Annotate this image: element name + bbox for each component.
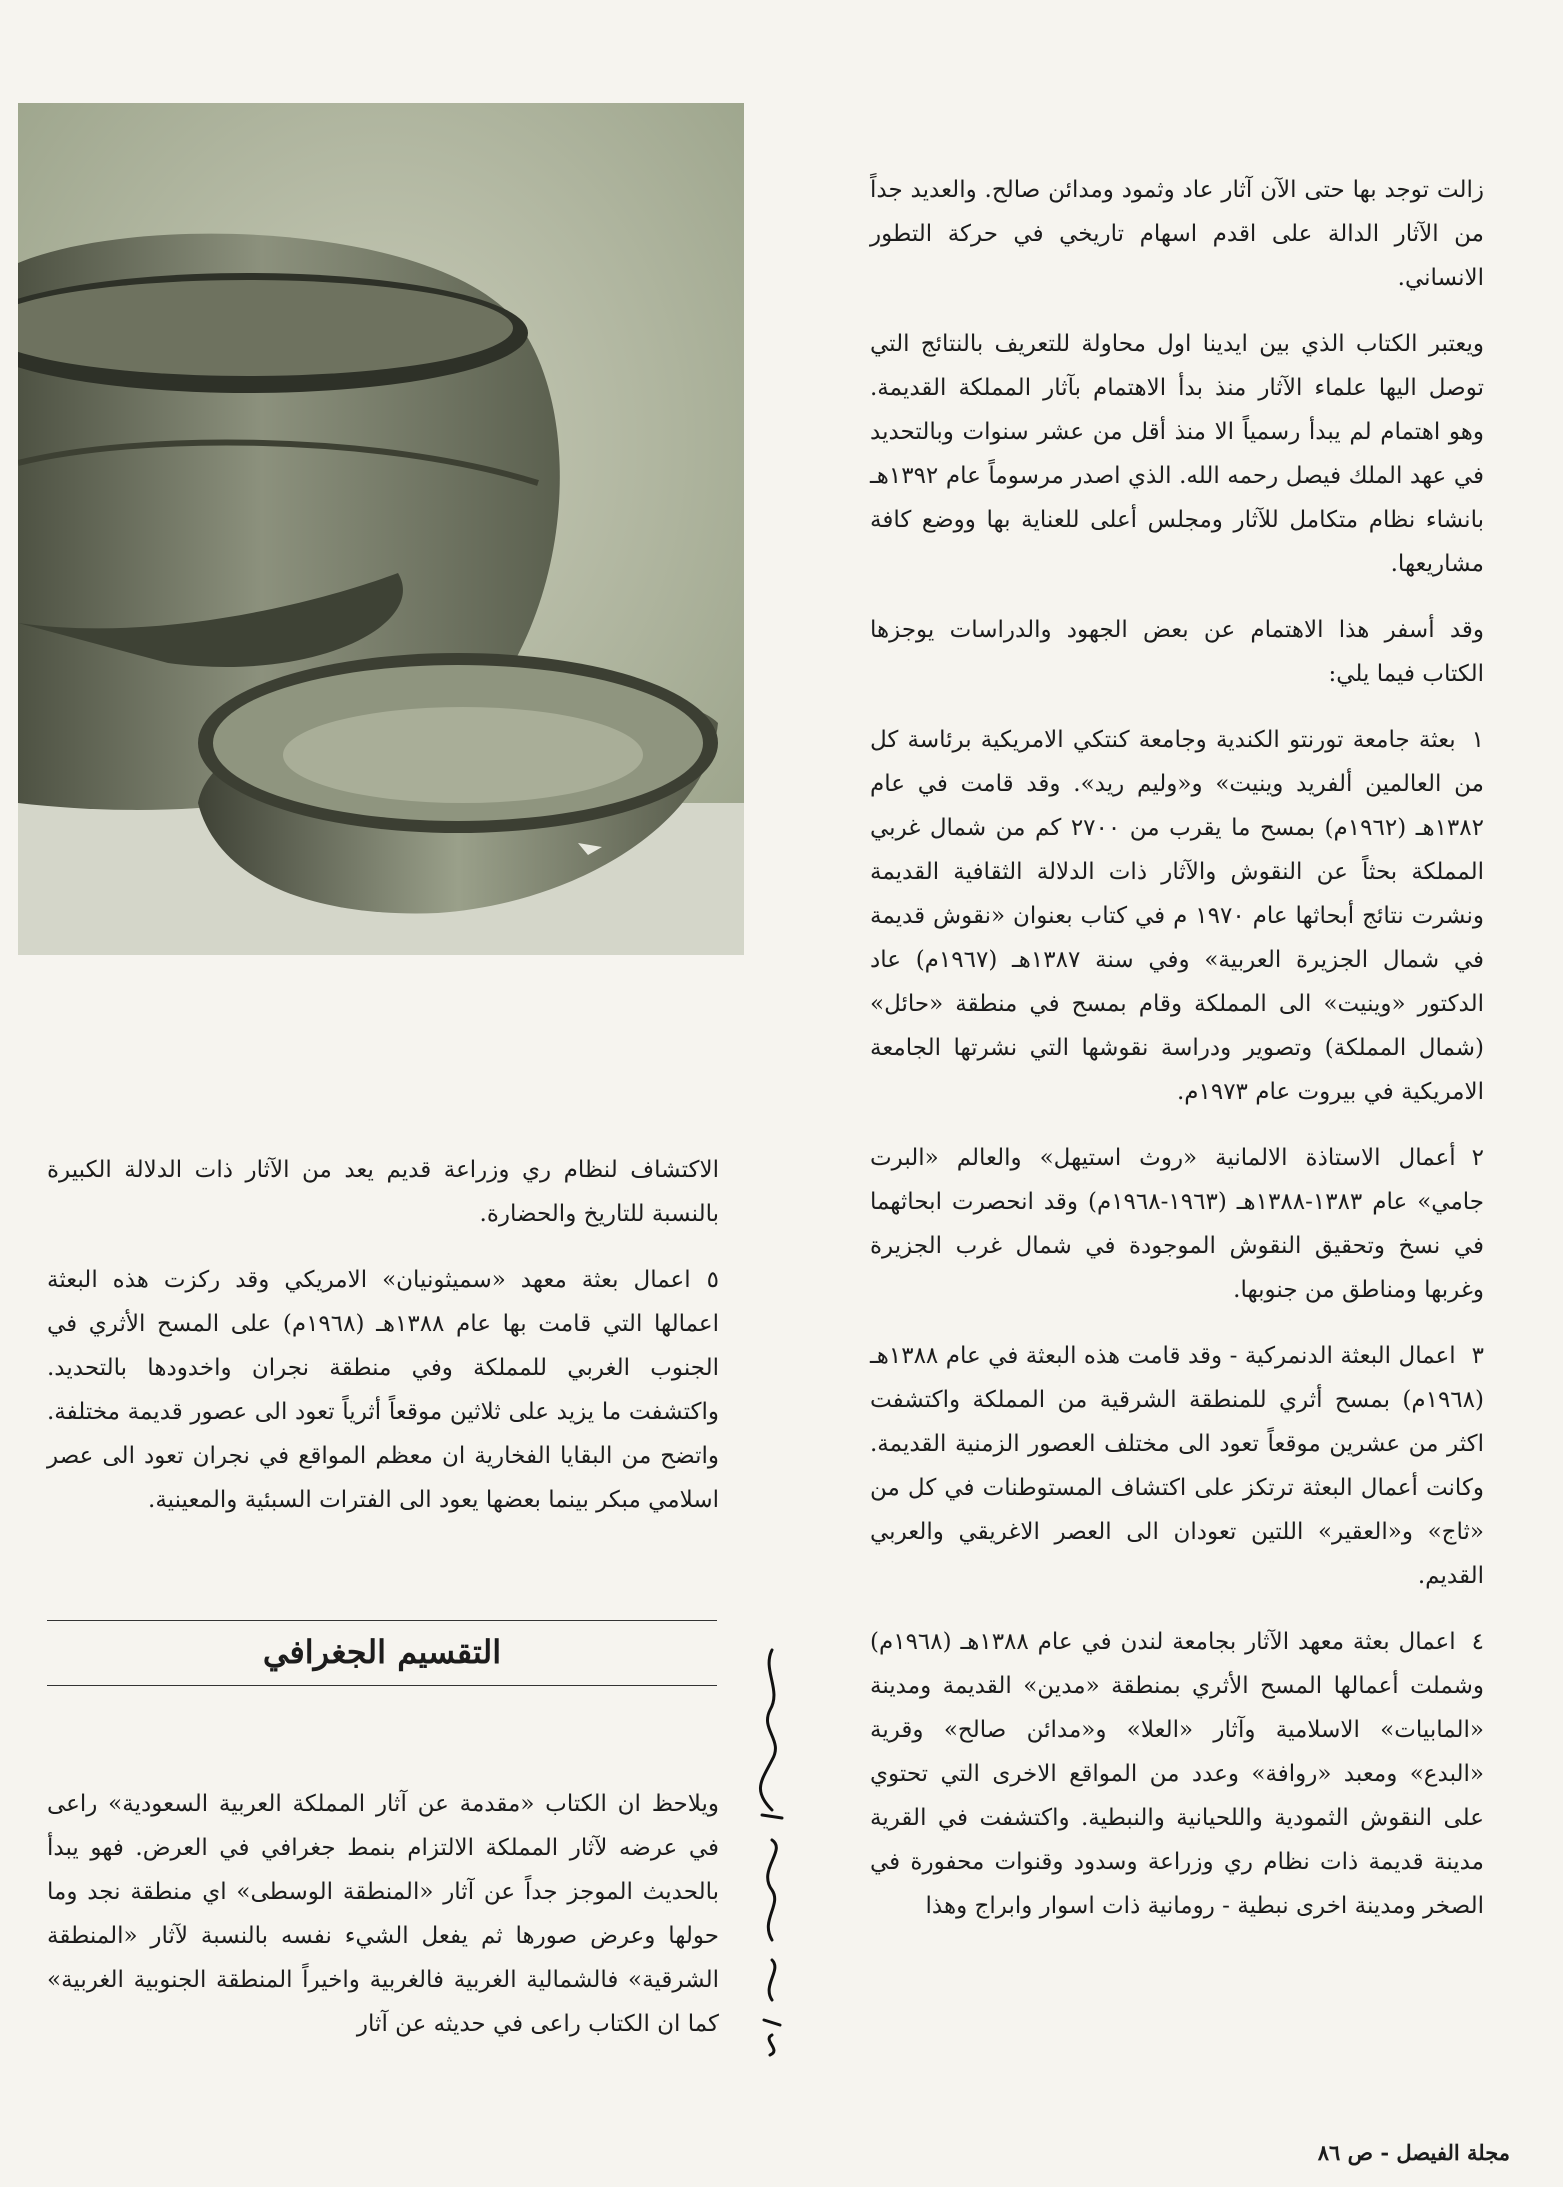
right-column — [870, 168, 1484, 1950]
list-text: اعمال بعثة معهد «سميثونيان» الامريكي وقد ركزت هذه البعثة اعمالها التي قامت بها عام ١٣٨٨هـ (١٩٦٨م) على المسح الأثري في الجنوب الغربي للمملكة وفي منطقة نجران واخدودها بالتحديد. واكتشفت ما يزيد على ثلاثين موقعاً أثرياً تعود الى عصور قديمة مختلفة. واتضح من البقايا الفخارية ان معظم المواقع في نجران تعود الى عصر اسلامي مبكر بينما بعضها يعود الى الفترات السبئية والمعينية. — [47, 1267, 719, 1513]
list-number: ١ — [1471, 727, 1484, 753]
list-text: أعمال الاستاذة الالمانية «روث استيهل» والعالم «البرت جامي» عام ١٣٨٣-١٣٨٨هـ (١٩٦٣-١٩٦٨م) وقد انحصرت ابحاثهما في نسخ وتحقيق النقوش الموجودة في شمال غرب الجزيرة وغربها ومناطق من جنوبها. — [870, 1145, 1484, 1303]
page-footer: مجلة الفيصل - ص ٨٦ — [1317, 2140, 1510, 2165]
paragraph: ويعتبر الكتاب الذي بين ايدينا اول محاولة للتعريف بالنتائج التي توصل اليها علماء الآثار منذ بدأ الاهتمام بآثار المملكة القديمة. وهو اهتمام لم يبدأ رسمياً الا منذ أقل من عشر سنوات وبالتحديد في عهد الملك فيصل رحمه الله. الذي اصدر مرسوماً عام ١٣٩٢هـ بانشاء نظام متكامل للآثار ومجلس أعلى للعناية بها ووضع كافة مشاريعها. — [870, 331, 1484, 577]
section-heading: التقسيم الجغرافي — [47, 1620, 717, 1686]
list-item — [870, 1334, 1484, 1598]
pottery-vessels-photo-icon — [18, 103, 744, 955]
list-text: اعمال البعثة الدنمركية - وقد قامت هذه البعثة في عام ١٣٨٨هـ (١٩٦٨م) بمسح أثري للمنطقة الشرقية من المملكة واكتشفت اكثر من عشرين موقعاً تعود الى مختلف العصور الزمنية القديمة. وكانت أعمال البعثة ترتكز على اكتشاف المستوطنات في كل من «ثاج» و«العقير» اللتين تعودان الى العصر الاغريقي والعربي القديم. — [870, 1343, 1484, 1589]
paragraph: زالت توجد بها حتى الآن آثار عاد وثمود ومدائن صالح. والعديد جداً من الآثار الدالة على اقدم اسهام تاريخي في حركة التطور الانساني. — [870, 177, 1484, 291]
list-item — [870, 1620, 1484, 1928]
list-item — [870, 718, 1484, 1114]
list-item — [870, 1136, 1484, 1312]
pottery-photo — [18, 103, 744, 955]
list-number: ٣ — [1471, 1343, 1484, 1369]
list-text: اعمال بعثة معهد الآثار بجامعة لندن في عام ١٣٨٨هـ (١٩٦٨م) وشملت أعمالها المسح الأثري بمنطقة «مدين» القديمة ومدينة «المابيات» الاسلامية وآثار «العلا» و«مدائن صالح» وقرية «البدع» ومعبد «روافة» وعدد من المواقع الاخرى التي تحتوي على النقوش الثمودية واللحيانية والنبطية. واكتشفت في القرية مدينة قديمة ذات نظام ري وزراعة وسدود وقنوات محفورة في الصخر ومدينة اخرى نبطية - رومانية ذات اسوار وابراج وهذا — [870, 1629, 1484, 1919]
paragraph: ويلاحظ ان الكتاب «مقدمة عن آثار المملكة العربية السعودية» راعى في عرضه لآثار المملكة الالتزام بنمط جغرافي في العرض. فهو يبدأ بالحديث الموجز جداً عن آثار «المنطقة الوسطى» اي منطقة نجد وما حولها وعرض صورها ثم يفعل الشيء نفسه بالنسبة لآثار «المنطقة الشرقية» فالشمالية الغربية فالغربية واخيراً المنطقة الجنوبية الغربية» كما ان الكتاب راعى في حديثه عن آثار — [47, 1791, 719, 2037]
signature — [742, 1640, 798, 2060]
list-item — [47, 1258, 719, 1522]
list-number: ٥ — [706, 1267, 719, 1293]
paragraph: وقد أسفر هذا الاهتمام عن بعض الجهود والدراسات يوجزها الكتاب فيما يلي: — [870, 617, 1484, 687]
list-text: بعثة جامعة تورنتو الكندية وجامعة كنتكي الامريكية برئاسة كل من العالمين ألفريد وينيت» و«وليم ريد». وقد قامت في عام ١٣٨٢هـ (١٩٦٢م) بمسح ما يقرب من ٢٧٠٠ كم من شمال غربي المملكة بحثاً عن النقوش والآثار ذات الدلالة الثقافية القديمة ونشرت نتائج أبحاثها عام ١٩٧٠ م في كتاب بعنوان «نقوش قديمة في شمال الجزيرة العربية» وفي سنة ١٣٨٧هـ (١٩٦٧م) عاد الدكتور «وينيت» الى المملكة وقام بمسح في منطقة «حائل» (شمال المملكة) وتصوير ودراسة نقوشها التي نشرتها الجامعة الامريكية في بيروت عام ١٩٧٣م. — [870, 727, 1485, 1105]
left-column-bottom — [47, 1782, 719, 2068]
list-number: ٢ — [1471, 1145, 1484, 1171]
handwritten-signature-icon — [742, 1640, 798, 2060]
list-number: ٤ — [1471, 1629, 1484, 1655]
left-column-top — [47, 1148, 719, 1544]
paragraph: الاكتشاف لنظام ري وزراعة قديم يعد من الآثار ذات الدلالة الكبيرة بالنسبة للتاريخ والحضارة. — [47, 1157, 719, 1227]
